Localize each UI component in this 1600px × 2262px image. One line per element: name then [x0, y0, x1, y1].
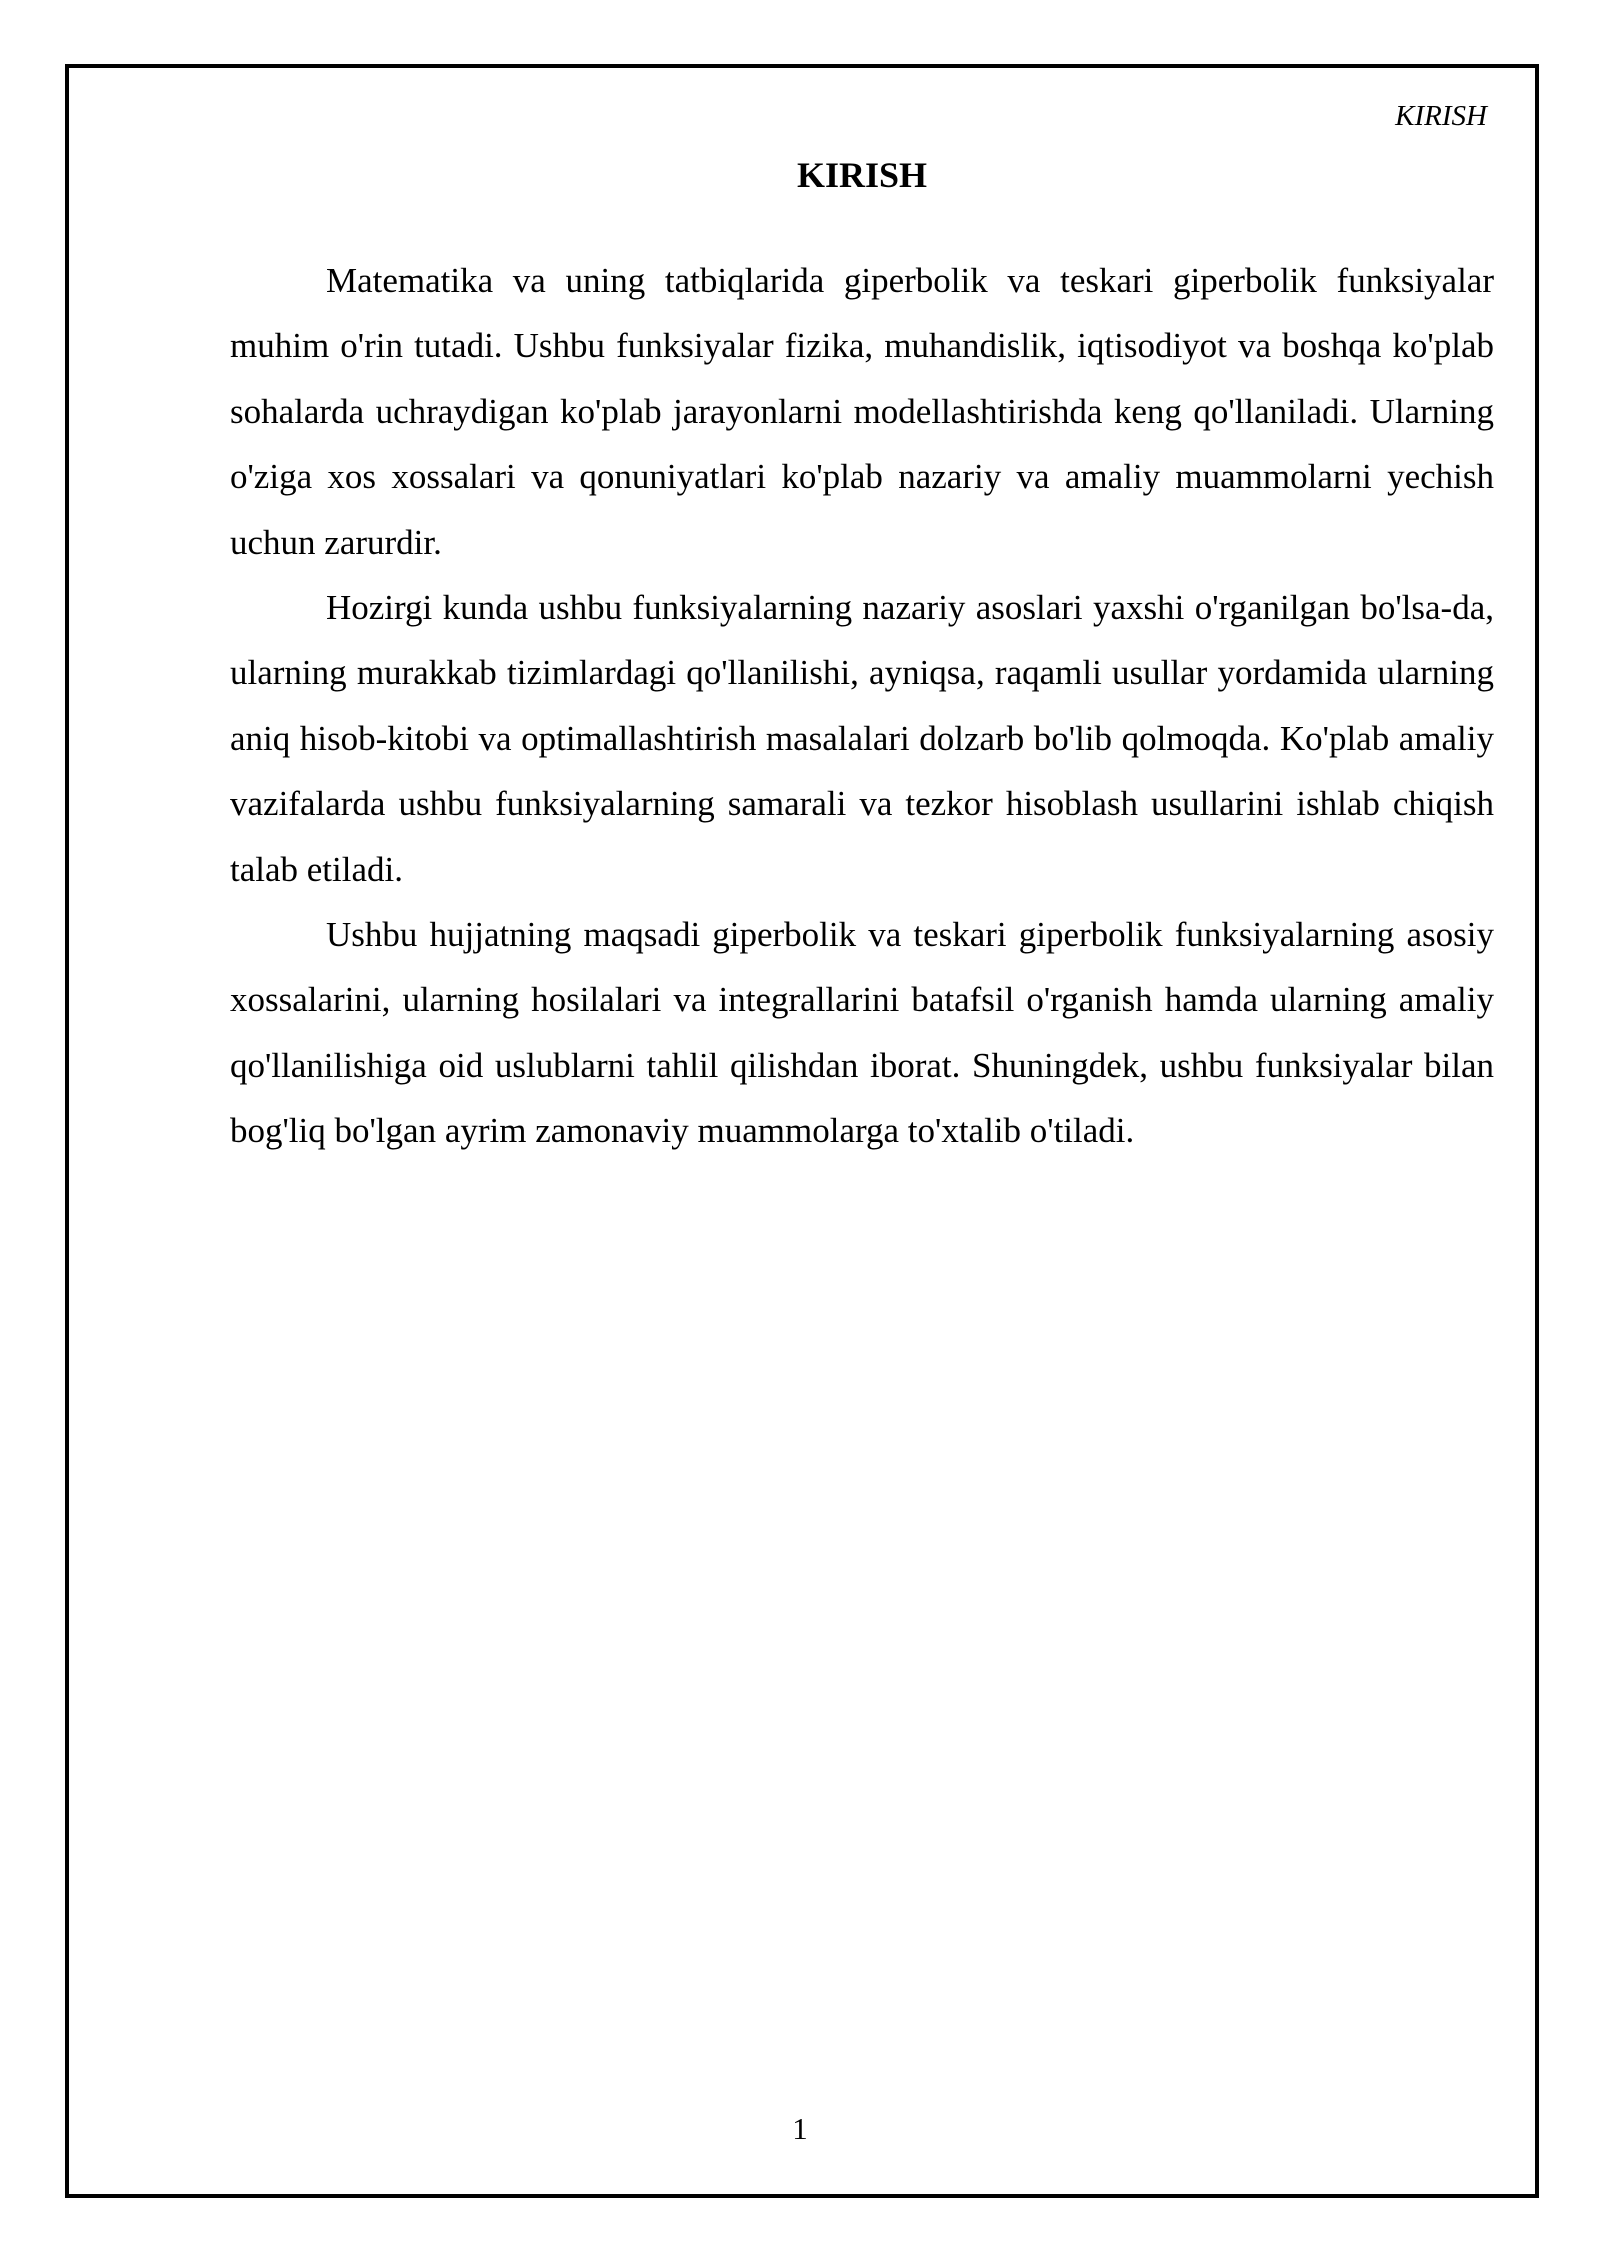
- page-number: 1: [792, 2111, 808, 2146]
- section-heading: KIRISH: [796, 155, 928, 195]
- paragraph-2: Hozirgi kunda ushbu funksiyalarning nazariy asoslari yaxshi o'rganilgan bo'lsa-da, ularning murakkab tizimlardagi qo'llanilishi, ayniqsa, raqamli usullar yordamida ularning aniq hisob-kitobi va optimallashtirish masalalari dolzarb bo'lib qolmoqda. Ko'plab amaliy vazifalarda ushbu funksiyalarning samarali va tezkor hisoblash usullarini ishlab chiqish talab etiladi.: [230, 588, 1494, 889]
- running-header: KIRISH: [1395, 100, 1487, 132]
- paragraph-3: Ushbu hujjatning maqsadi giperbolik va teskari giperbolik funksiyalarning asosiy xossalarini, ularning hosilalari va integrallarini batafsil o'rganish hamda ularning amaliy qo'llanilishiga oid uslublarni tahlil qilishdan iborat. Shuningdek, ushbu funksiyalar bilan bog'liq bo'lgan ayrim zamonaviy muammolarga to'xtalib o'tiladi.: [230, 915, 1494, 1151]
- body-text: [230, 248, 1494, 1164]
- paragraph-1: Matematika va uning tatbiqlarida giperbolik va teskari giperbolik funksiyalar muhim o'rin tutadi. Ushbu funksiyalar fizika, muhandislik, iqtisodiyot va boshqa ko'plab sohalarda uchraydigan ko'plab jarayonlarni modellashtirishda keng qo'llaniladi. Ularning o'ziga xos xossalari va qonuniyatlari ko'plab nazariy va amaliy muammolarni yechish uchun zarurdir.: [230, 261, 1494, 562]
